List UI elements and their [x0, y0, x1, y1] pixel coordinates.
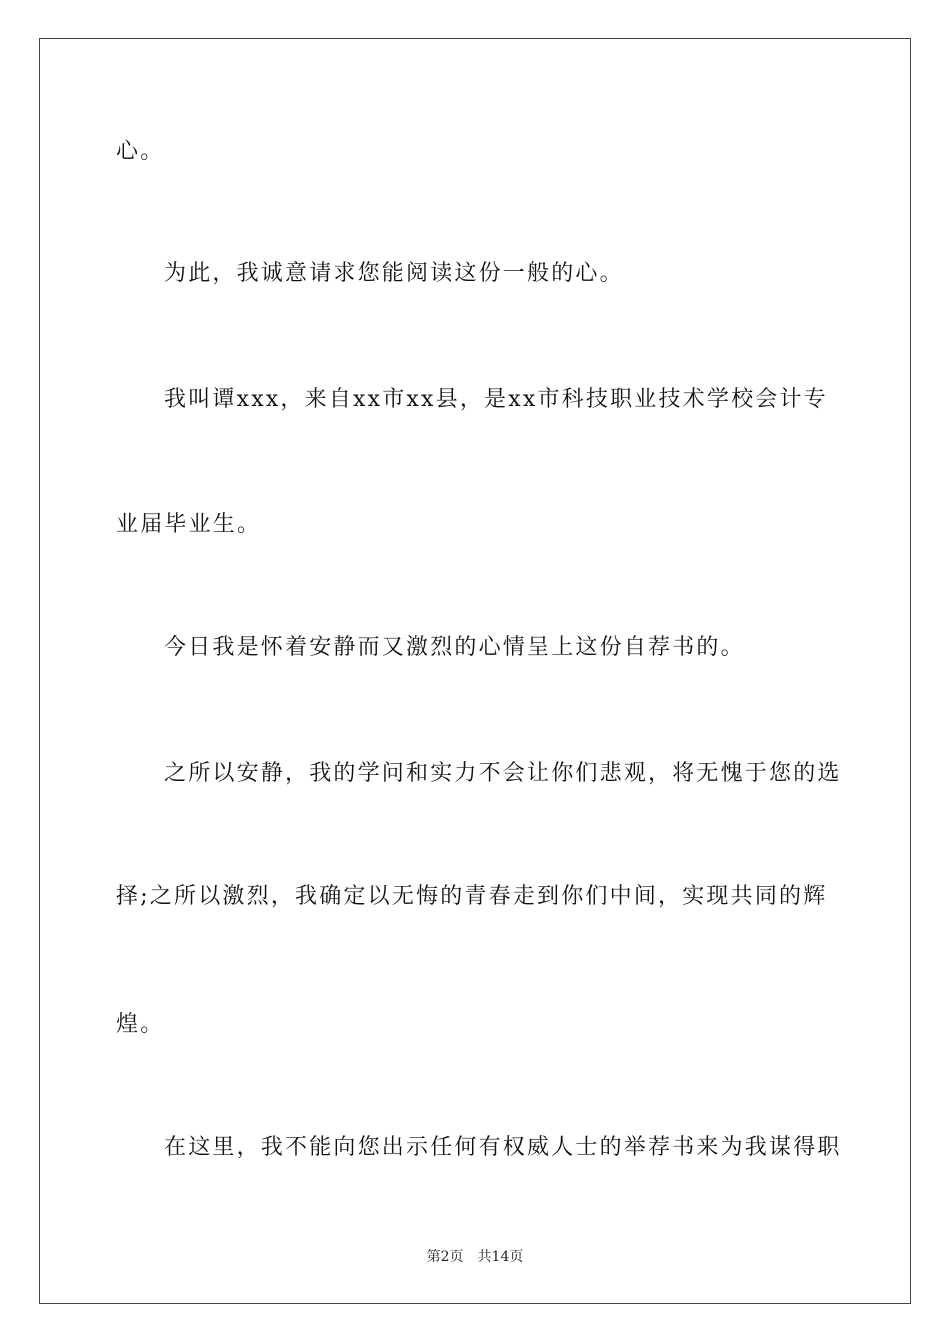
text-line-4: 业届毕业生。 [116, 512, 262, 537]
page-total: 共14页 [477, 1249, 524, 1265]
page-footer [0, 1247, 950, 1267]
text-line-5: 今日我是怀着安静而又激烈的心情呈上这份自荐书的。 [164, 635, 745, 660]
text-line-9: 在这里，我不能向您出示任何有权威人士的举荐书来为我谋得职 [164, 1135, 842, 1160]
page-number: 第2页 [426, 1249, 464, 1265]
page-frame [39, 38, 911, 1304]
text-line-3: 我叫谭xxx，来自xx市xx县，是xx市科技职业技术学校会计专 [164, 387, 828, 412]
text-line-6: 之所以安静，我的学问和实力不会让你们悲观，将无愧于您的选 [164, 761, 842, 786]
text-line-2: 为此，我诚意请求您能阅读这份一般的心。 [164, 261, 624, 286]
text-line-7: 择;之所以激烈，我确定以无悔的青春走到你们中间，实现共同的辉 [116, 884, 828, 909]
text-line-1: 心。 [116, 139, 165, 164]
text-line-8: 煌。 [116, 1012, 165, 1037]
